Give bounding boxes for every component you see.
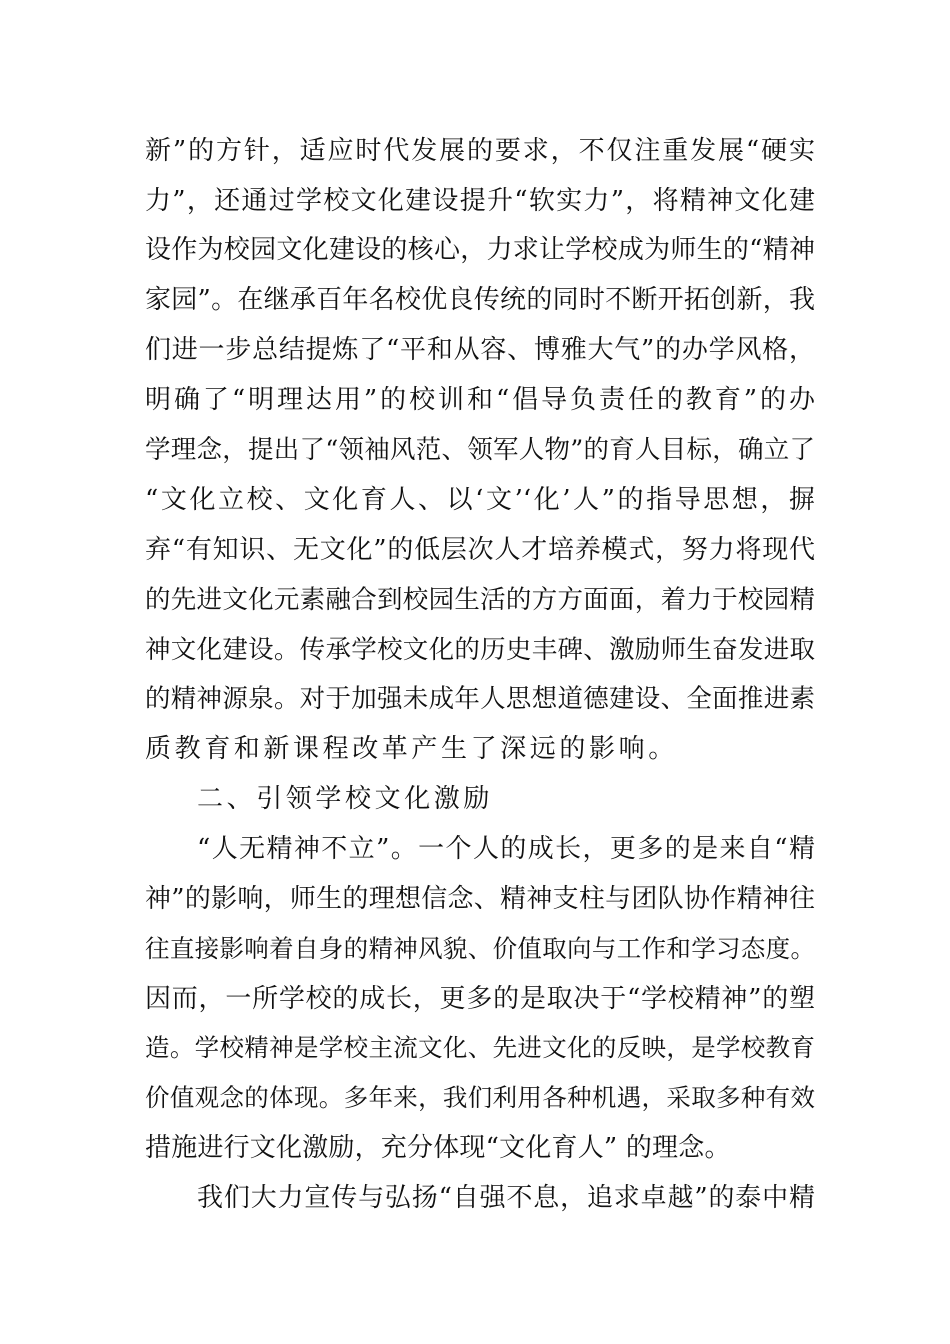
text-line: 神文化建设。传承学校文化的历史丰碑、激励师生奋发进取 bbox=[145, 635, 815, 665]
text-line: 学理念，提出了“领袖风范、领军人物”的育人目标，确立了 bbox=[145, 435, 815, 465]
text-line: 的精神源泉。对于加强未成年人思想道德建设、全面推进素 bbox=[145, 684, 815, 714]
text-line: 明确了“明理达用”的校训和“倡导负责任的教育”的办 bbox=[145, 385, 815, 415]
paragraph-last-line: 措施进行文化激励，充分体现“文化育人” 的理念。 bbox=[145, 1133, 731, 1163]
text-line: 神”的影响，师生的理想信念、精神支柱与团队协作精神往 bbox=[145, 884, 815, 914]
text-line: 往直接影响着自身的精神风貌、价值取向与工作和学习态度。 bbox=[145, 934, 815, 963]
text-line: 们进一步总结提炼了“平和从容、博雅大气”的办学风格， bbox=[145, 335, 815, 365]
section-heading: 二、引领学校文化激励 bbox=[197, 784, 494, 814]
text-line: 家园”。在继承百年名校优良传统的同时不断开拓创新，我 bbox=[145, 285, 815, 315]
text-line: 造。学校精神是学校主流文化、先进文化的反映，是学校教育 bbox=[145, 1033, 815, 1062]
text-line: 价值观念的体现。多年来，我们利用各种机遇，采取多种有效 bbox=[145, 1083, 815, 1112]
text-line: 因而，一所学校的成长，更多的是取决于“学校精神”的塑 bbox=[145, 984, 815, 1014]
text-line: 新”的方针，适应时代发展的要求，不仅注重发展“硬实 bbox=[145, 136, 815, 166]
paragraph-last-line: 质教育和新课程改革产生了深远的影响。 bbox=[145, 734, 678, 764]
text-line: 弃“有知识、无文化”的低层次人才培养模式，努力将现代 bbox=[145, 535, 815, 565]
text-line: 设作为校园文化建设的核心，力求让学校成为师生的“精神 bbox=[145, 235, 815, 265]
text-line: 我们大力宣传与弘扬“自强不息，追求卓越”的泰中精 bbox=[197, 1183, 815, 1213]
text-line: 力”，还通过学校文化建设提升“软实力”，将精神文化建 bbox=[145, 186, 815, 216]
text-line: 的先进文化元素融合到校园生活的方方面面，着力于校园精 bbox=[145, 585, 815, 615]
text-line: “人无精神不立”。一个人的成长，更多的是来自“精 bbox=[197, 834, 815, 864]
text-line: “文化立校、文化育人、以‘文’‘化’人”的指导思想，摒 bbox=[145, 485, 815, 515]
